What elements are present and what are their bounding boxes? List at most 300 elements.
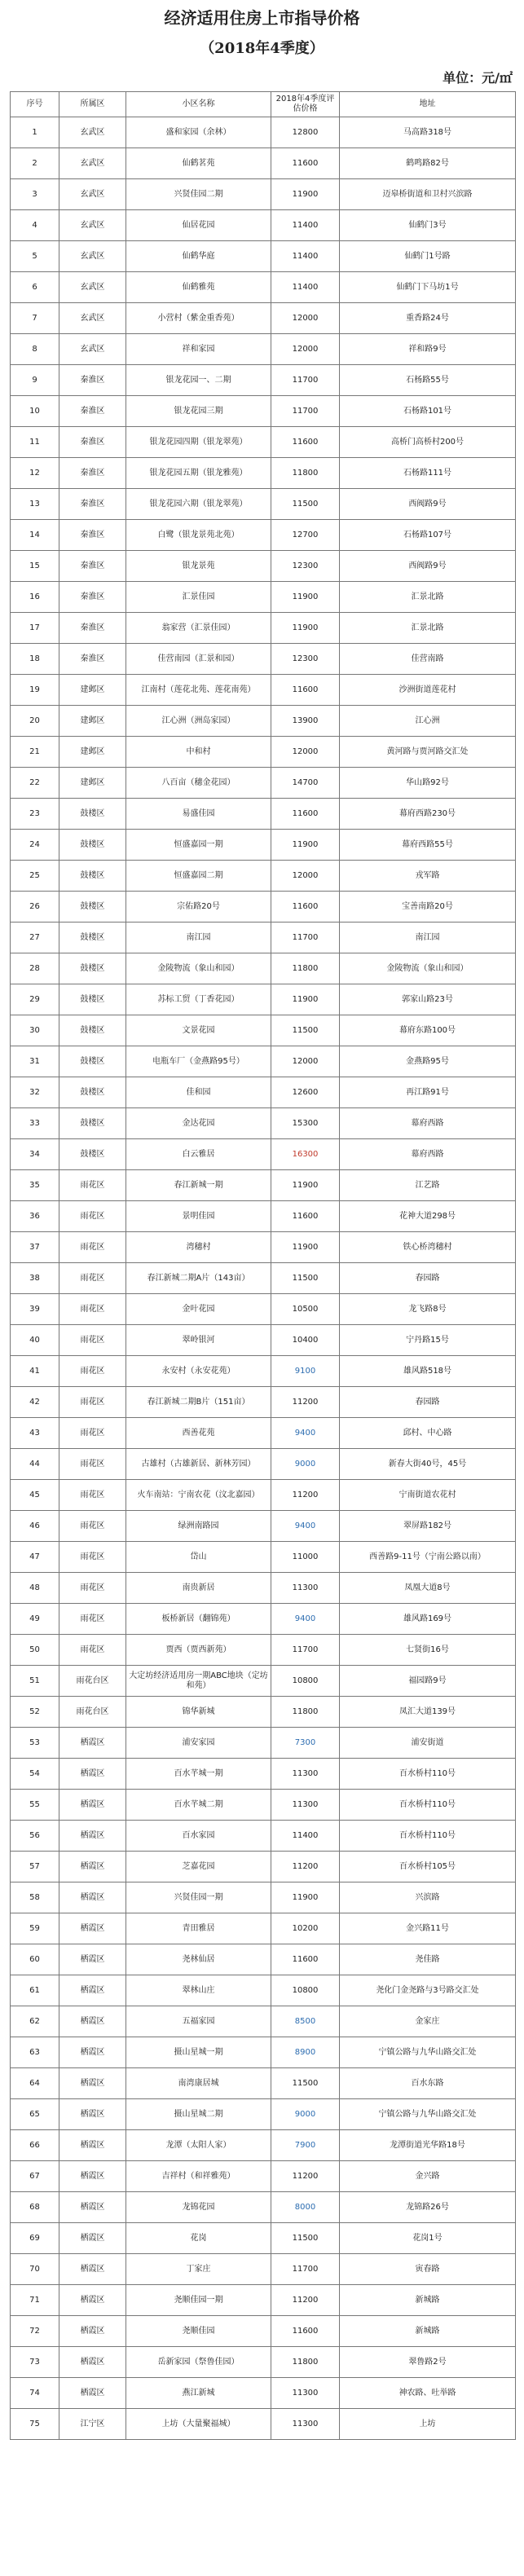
cell-name: 白云雅居 xyxy=(126,1139,271,1170)
cell-no: 28 xyxy=(11,953,59,984)
cell-price: 11300 xyxy=(271,1573,340,1604)
cell-district: 栖霞区 xyxy=(59,2161,126,2192)
cell-district: 鼓楼区 xyxy=(59,861,126,892)
cell-price: 11700 xyxy=(271,396,340,427)
table-row xyxy=(11,1697,516,1728)
cell-district: 栖霞区 xyxy=(59,1882,126,1913)
cell-price: 11600 xyxy=(271,1944,340,1975)
cell-district: 鼓楼区 xyxy=(59,892,126,923)
cell-district: 鼓楼区 xyxy=(59,1139,126,1170)
table-row xyxy=(11,1511,516,1542)
table-row xyxy=(11,1635,516,1666)
cell-no: 14 xyxy=(11,520,59,551)
table-row xyxy=(11,1046,516,1077)
cell-price: 12000 xyxy=(271,737,340,768)
cell-name: 绿洲南路园 xyxy=(126,1511,271,1542)
cell-price: 11600 xyxy=(271,1201,340,1232)
table-row xyxy=(11,2223,516,2254)
cell-address: 翠鲁路2号 xyxy=(340,2347,516,2378)
table-row xyxy=(11,2130,516,2161)
table-row xyxy=(11,427,516,458)
cell-no: 4 xyxy=(11,210,59,241)
table-row xyxy=(11,1666,516,1697)
cell-no: 13 xyxy=(11,489,59,520)
cell-address: 百水桥村110号 xyxy=(340,1759,516,1790)
cell-address: 迈皋桥街道和卫村兴滨路 xyxy=(340,179,516,210)
cell-no: 3 xyxy=(11,179,59,210)
cell-name: 吉祥村（和祥雅苑） xyxy=(126,2161,271,2192)
cell-price: 14700 xyxy=(271,768,340,799)
table-row xyxy=(11,117,516,148)
cell-address: 邱村、中心路 xyxy=(340,1418,516,1449)
table-row xyxy=(11,984,516,1015)
cell-no: 47 xyxy=(11,1542,59,1573)
table-row xyxy=(11,1170,516,1201)
cell-no: 31 xyxy=(11,1046,59,1077)
cell-price: 10500 xyxy=(271,1294,340,1325)
cell-price: 11600 xyxy=(271,148,340,179)
cell-name: 银龙花园四期（银龙翠苑） xyxy=(126,427,271,458)
cell-price: 9400 xyxy=(271,1511,340,1542)
cell-district: 鼓楼区 xyxy=(59,923,126,953)
cell-address: 尧佳路 xyxy=(340,1944,516,1975)
cell-district: 玄武区 xyxy=(59,210,126,241)
header-district: 所属区 xyxy=(59,92,126,117)
cell-no: 66 xyxy=(11,2130,59,2161)
cell-no: 64 xyxy=(11,2068,59,2099)
cell-price: 11500 xyxy=(271,2223,340,2254)
cell-name: 八百亩（穗金花园） xyxy=(126,768,271,799)
cell-price: 11900 xyxy=(271,582,340,613)
cell-price: 7300 xyxy=(271,1728,340,1759)
cell-name: 板桥新居（翻锦苑） xyxy=(126,1604,271,1635)
cell-address: 仙鹤门3号 xyxy=(340,210,516,241)
cell-no: 58 xyxy=(11,1882,59,1913)
cell-price: 10400 xyxy=(271,1325,340,1356)
cell-no: 35 xyxy=(11,1170,59,1201)
cell-no: 57 xyxy=(11,1852,59,1882)
cell-address: 铁心桥湾穗村 xyxy=(340,1232,516,1263)
cell-district: 栖霞区 xyxy=(59,1759,126,1790)
cell-no: 43 xyxy=(11,1418,59,1449)
cell-name: 龙潭（太阳人家） xyxy=(126,2130,271,2161)
cell-price: 11800 xyxy=(271,458,340,489)
table-row xyxy=(11,675,516,706)
cell-no: 18 xyxy=(11,644,59,675)
cell-price: 11600 xyxy=(271,892,340,923)
cell-address: 江心洲 xyxy=(340,706,516,737)
cell-district: 雨花区 xyxy=(59,1294,126,1325)
cell-district: 鼓楼区 xyxy=(59,953,126,984)
cell-price: 11900 xyxy=(271,984,340,1015)
cell-price: 11200 xyxy=(271,1852,340,1882)
cell-name: 尧顺佳园 xyxy=(126,2316,271,2347)
cell-name: 兴贤佳园一期 xyxy=(126,1882,271,1913)
cell-district: 栖霞区 xyxy=(59,2099,126,2130)
table-row xyxy=(11,1418,516,1449)
price-table xyxy=(10,91,516,2440)
cell-name: 苏标工贸（丁香花园） xyxy=(126,984,271,1015)
cell-district: 栖霞区 xyxy=(59,2254,126,2285)
cell-address: 石杨路101号 xyxy=(340,396,516,427)
cell-no: 10 xyxy=(11,396,59,427)
cell-no: 6 xyxy=(11,272,59,303)
cell-price: 12700 xyxy=(271,520,340,551)
cell-name: 百水家园 xyxy=(126,1821,271,1852)
cell-price: 11800 xyxy=(271,1697,340,1728)
table-row xyxy=(11,210,516,241)
cell-no: 62 xyxy=(11,2006,59,2037)
cell-name: 宗佑路20号 xyxy=(126,892,271,923)
table-row xyxy=(11,2192,516,2223)
cell-price: 12600 xyxy=(271,1077,340,1108)
cell-no: 45 xyxy=(11,1480,59,1511)
cell-district: 玄武区 xyxy=(59,272,126,303)
cell-price: 10800 xyxy=(271,1975,340,2006)
cell-address: 新城路 xyxy=(340,2316,516,2347)
cell-address: 沙洲街道莲花村 xyxy=(340,675,516,706)
cell-price: 12300 xyxy=(271,551,340,582)
cell-address: 寅春路 xyxy=(340,2254,516,2285)
cell-no: 49 xyxy=(11,1604,59,1635)
cell-address: 石杨路111号 xyxy=(340,458,516,489)
table-row xyxy=(11,1294,516,1325)
table-row xyxy=(11,1821,516,1852)
cell-name: 翁家营（汇景佳园） xyxy=(126,613,271,644)
cell-name: 佳营南园（汇景和园） xyxy=(126,644,271,675)
cell-name: 锦华新城 xyxy=(126,1697,271,1728)
cell-no: 55 xyxy=(11,1790,59,1821)
cell-address: 凤汇大道139号 xyxy=(340,1697,516,1728)
cell-no: 51 xyxy=(11,1666,59,1697)
cell-price: 11600 xyxy=(271,427,340,458)
cell-price: 11900 xyxy=(271,1882,340,1913)
table-row xyxy=(11,2037,516,2068)
cell-address: 马高路318号 xyxy=(340,117,516,148)
cell-price: 12000 xyxy=(271,861,340,892)
cell-no: 22 xyxy=(11,768,59,799)
cell-district: 雨花区 xyxy=(59,1356,126,1387)
cell-address: 兴滨路 xyxy=(340,1882,516,1913)
cell-price: 11700 xyxy=(271,2254,340,2285)
cell-no: 34 xyxy=(11,1139,59,1170)
cell-price: 11200 xyxy=(271,2161,340,2192)
cell-no: 71 xyxy=(11,2285,59,2316)
cell-no: 53 xyxy=(11,1728,59,1759)
cell-district: 鼓楼区 xyxy=(59,1015,126,1046)
cell-district: 玄武区 xyxy=(59,241,126,272)
cell-no: 48 xyxy=(11,1573,59,1604)
cell-district: 秦淮区 xyxy=(59,396,126,427)
cell-district: 雨花区 xyxy=(59,1232,126,1263)
cell-address: 宁镇公路与九华山路交汇处 xyxy=(340,2099,516,2130)
cell-district: 秦淮区 xyxy=(59,582,126,613)
cell-price: 11400 xyxy=(271,210,340,241)
cell-no: 37 xyxy=(11,1232,59,1263)
table-row xyxy=(11,1449,516,1480)
document-title: 经济适用住房上市指导价格 xyxy=(164,8,360,28)
cell-no: 70 xyxy=(11,2254,59,2285)
cell-no: 20 xyxy=(11,706,59,737)
cell-address: 百水桥村110号 xyxy=(340,1790,516,1821)
cell-address: 宁丹路15号 xyxy=(340,1325,516,1356)
cell-address: 金陵物流（象山和园） xyxy=(340,953,516,984)
cell-name: 兴贤佳园二期 xyxy=(126,179,271,210)
cell-no: 29 xyxy=(11,984,59,1015)
cell-district: 秦淮区 xyxy=(59,644,126,675)
cell-address: 南江园 xyxy=(340,923,516,953)
cell-price: 11700 xyxy=(271,923,340,953)
cell-district: 玄武区 xyxy=(59,179,126,210)
cell-price: 8000 xyxy=(271,2192,340,2223)
cell-district: 建邺区 xyxy=(59,706,126,737)
cell-name: 仙鹤华庭 xyxy=(126,241,271,272)
cell-district: 玄武区 xyxy=(59,303,126,334)
table-row xyxy=(11,768,516,799)
cell-name: 摄山星城一期 xyxy=(126,2037,271,2068)
cell-no: 30 xyxy=(11,1015,59,1046)
table-row xyxy=(11,644,516,675)
table-row xyxy=(11,241,516,272)
cell-price: 9000 xyxy=(271,1449,340,1480)
cell-address: 幕府西路55号 xyxy=(340,830,516,861)
table-row xyxy=(11,303,516,334)
cell-district: 栖霞区 xyxy=(59,2223,126,2254)
header-name: 小区名称 xyxy=(126,92,271,117)
cell-address: 仙鹤门下马坊1号 xyxy=(340,272,516,303)
cell-price: 11200 xyxy=(271,1387,340,1418)
cell-price: 11800 xyxy=(271,953,340,984)
cell-price: 12000 xyxy=(271,1046,340,1077)
cell-district: 栖霞区 xyxy=(59,2192,126,2223)
cell-name: 南江园 xyxy=(126,923,271,953)
cell-district: 建邺区 xyxy=(59,675,126,706)
cell-no: 9 xyxy=(11,365,59,396)
cell-no: 75 xyxy=(11,2409,59,2440)
cell-no: 63 xyxy=(11,2037,59,2068)
unit-label: 单位：元/㎡ xyxy=(443,70,513,86)
cell-address: 西善路9-11号（宁南公路以南） xyxy=(340,1542,516,1573)
cell-address: 戎军路 xyxy=(340,861,516,892)
cell-district: 雨花区 xyxy=(59,1542,126,1573)
cell-name: 翠林山庄 xyxy=(126,1975,271,2006)
cell-name: 春江新城二期A片（143亩） xyxy=(126,1263,271,1294)
table-row xyxy=(11,923,516,953)
cell-price: 11400 xyxy=(271,272,340,303)
cell-name: 春江新城二期B片（151亩） xyxy=(126,1387,271,1418)
cell-name: 仙鹤茗苑 xyxy=(126,148,271,179)
table-row xyxy=(11,1975,516,2006)
cell-district: 栖霞区 xyxy=(59,2130,126,2161)
table-row xyxy=(11,489,516,520)
cell-address: 宝善南路20号 xyxy=(340,892,516,923)
cell-name: 银龙花园五期（银龙雅苑） xyxy=(126,458,271,489)
cell-name: 白鹭（银龙景苑北苑） xyxy=(126,520,271,551)
cell-price: 11900 xyxy=(271,613,340,644)
cell-address: 浦安街道 xyxy=(340,1728,516,1759)
cell-district: 江宁区 xyxy=(59,2409,126,2440)
cell-price: 9000 xyxy=(271,2099,340,2130)
cell-no: 16 xyxy=(11,582,59,613)
cell-price: 8500 xyxy=(271,2006,340,2037)
cell-name: 金陵物流（象山和园） xyxy=(126,953,271,984)
cell-district: 栖霞区 xyxy=(59,2347,126,2378)
cell-district: 建邺区 xyxy=(59,768,126,799)
cell-address: 再江路91号 xyxy=(340,1077,516,1108)
table-row xyxy=(11,2285,516,2316)
cell-name: 岳新家园（祭鲁佳园） xyxy=(126,2347,271,2378)
table-row xyxy=(11,272,516,303)
cell-price: 16300 xyxy=(271,1139,340,1170)
table-row xyxy=(11,953,516,984)
cell-name: 百水芊城二期 xyxy=(126,1790,271,1821)
cell-no: 65 xyxy=(11,2099,59,2130)
cell-name: 景明佳园 xyxy=(126,1201,271,1232)
cell-address: 鹤鸣路82号 xyxy=(340,148,516,179)
cell-no: 68 xyxy=(11,2192,59,2223)
table-row xyxy=(11,1325,516,1356)
table-row xyxy=(11,1077,516,1108)
cell-no: 7 xyxy=(11,303,59,334)
cell-name: 恒盛嘉园一期 xyxy=(126,830,271,861)
cell-district: 雨花区 xyxy=(59,1170,126,1201)
cell-address: 金兴路 xyxy=(340,2161,516,2192)
cell-name: 燕江新城 xyxy=(126,2378,271,2409)
cell-no: 42 xyxy=(11,1387,59,1418)
table-row xyxy=(11,1356,516,1387)
cell-district: 鼓楼区 xyxy=(59,830,126,861)
table-header-row xyxy=(11,92,516,117)
cell-name: 盛和家园（余林） xyxy=(126,117,271,148)
cell-district: 雨花区 xyxy=(59,1387,126,1418)
document-subtitle: （2018年4季度） xyxy=(200,40,324,57)
cell-district: 雨花区 xyxy=(59,1449,126,1480)
cell-district: 鼓楼区 xyxy=(59,1077,126,1108)
cell-address: 黄河路与贾河路交汇处 xyxy=(340,737,516,768)
cell-district: 鼓楼区 xyxy=(59,799,126,830)
cell-no: 15 xyxy=(11,551,59,582)
cell-district: 建邺区 xyxy=(59,737,126,768)
cell-address: 佳营南路 xyxy=(340,644,516,675)
table-row xyxy=(11,613,516,644)
cell-address: 翠屏路182号 xyxy=(340,1511,516,1542)
cell-no: 50 xyxy=(11,1635,59,1666)
cell-district: 雨花区 xyxy=(59,1511,126,1542)
cell-no: 46 xyxy=(11,1511,59,1542)
cell-price: 11800 xyxy=(271,2347,340,2378)
cell-district: 玄武区 xyxy=(59,334,126,365)
cell-price: 12000 xyxy=(271,303,340,334)
table-row xyxy=(11,1139,516,1170)
table-row xyxy=(11,1263,516,1294)
cell-name: 易盛佳园 xyxy=(126,799,271,830)
cell-address: 雄风路169号 xyxy=(340,1604,516,1635)
cell-district: 秦淮区 xyxy=(59,365,126,396)
table-row xyxy=(11,1232,516,1263)
cell-price: 10200 xyxy=(271,1913,340,1944)
cell-no: 21 xyxy=(11,737,59,768)
table-row xyxy=(11,1542,516,1573)
cell-price: 11700 xyxy=(271,1635,340,1666)
cell-no: 23 xyxy=(11,799,59,830)
cell-district: 雨花台区 xyxy=(59,1666,126,1697)
cell-name: 银龙景苑 xyxy=(126,551,271,582)
table-row xyxy=(11,1108,516,1139)
cell-address: 石杨路107号 xyxy=(340,520,516,551)
cell-price: 11700 xyxy=(271,365,340,396)
cell-name: 春江新城一期 xyxy=(126,1170,271,1201)
cell-no: 60 xyxy=(11,1944,59,1975)
cell-district: 玄武区 xyxy=(59,117,126,148)
table-row xyxy=(11,2068,516,2099)
table-row xyxy=(11,334,516,365)
table-row xyxy=(11,1882,516,1913)
cell-district: 鼓楼区 xyxy=(59,984,126,1015)
cell-address: 尧化门金尧路与3号路交汇处 xyxy=(340,1975,516,2006)
table-row xyxy=(11,2161,516,2192)
cell-address: 幕府西路 xyxy=(340,1139,516,1170)
cell-address: 汇景北路 xyxy=(340,613,516,644)
cell-name: 仙居花园 xyxy=(126,210,271,241)
cell-no: 17 xyxy=(11,613,59,644)
cell-no: 41 xyxy=(11,1356,59,1387)
cell-district: 鼓楼区 xyxy=(59,1108,126,1139)
cell-district: 雨花区 xyxy=(59,1480,126,1511)
cell-name: 金叶花园 xyxy=(126,1294,271,1325)
cell-no: 12 xyxy=(11,458,59,489)
cell-no: 32 xyxy=(11,1077,59,1108)
table-row xyxy=(11,1201,516,1232)
cell-address: 宁南街道农花村 xyxy=(340,1480,516,1511)
cell-no: 19 xyxy=(11,675,59,706)
cell-name: 银龙花园三期 xyxy=(126,396,271,427)
cell-price: 11900 xyxy=(271,830,340,861)
header-address: 地址 xyxy=(340,92,516,117)
cell-name: 花岗 xyxy=(126,2223,271,2254)
table-row xyxy=(11,1913,516,1944)
cell-name: 龙锦花园 xyxy=(126,2192,271,2223)
table-row xyxy=(11,1573,516,1604)
cell-name: 贾西（贾西新苑） xyxy=(126,1635,271,1666)
cell-address: 龙飞路8号 xyxy=(340,1294,516,1325)
cell-address: 仙鹤门1号路 xyxy=(340,241,516,272)
cell-district: 雨花区 xyxy=(59,1418,126,1449)
cell-price: 11600 xyxy=(271,799,340,830)
table-row xyxy=(11,179,516,210)
table-row xyxy=(11,520,516,551)
cell-address: 春园路 xyxy=(340,1387,516,1418)
cell-address: 江艺路 xyxy=(340,1170,516,1201)
table-body xyxy=(11,117,516,2440)
cell-address: 凤凰大道8号 xyxy=(340,1573,516,1604)
cell-name: 大定坊经济适用房一期ABC地块（定坊和苑） xyxy=(126,1666,271,1697)
cell-district: 玄武区 xyxy=(59,148,126,179)
cell-no: 36 xyxy=(11,1201,59,1232)
cell-name: 电瓶车厂（金燕路95号） xyxy=(126,1046,271,1077)
cell-price: 11300 xyxy=(271,1759,340,1790)
cell-no: 44 xyxy=(11,1449,59,1480)
cell-no: 25 xyxy=(11,861,59,892)
cell-district: 栖霞区 xyxy=(59,2068,126,2099)
cell-district: 秦淮区 xyxy=(59,613,126,644)
cell-address: 上坊 xyxy=(340,2409,516,2440)
cell-no: 54 xyxy=(11,1759,59,1790)
cell-no: 1 xyxy=(11,117,59,148)
cell-name: 南贵新居 xyxy=(126,1573,271,1604)
cell-price: 11500 xyxy=(271,489,340,520)
cell-district: 栖霞区 xyxy=(59,2006,126,2037)
cell-address: 汇景北路 xyxy=(340,582,516,613)
